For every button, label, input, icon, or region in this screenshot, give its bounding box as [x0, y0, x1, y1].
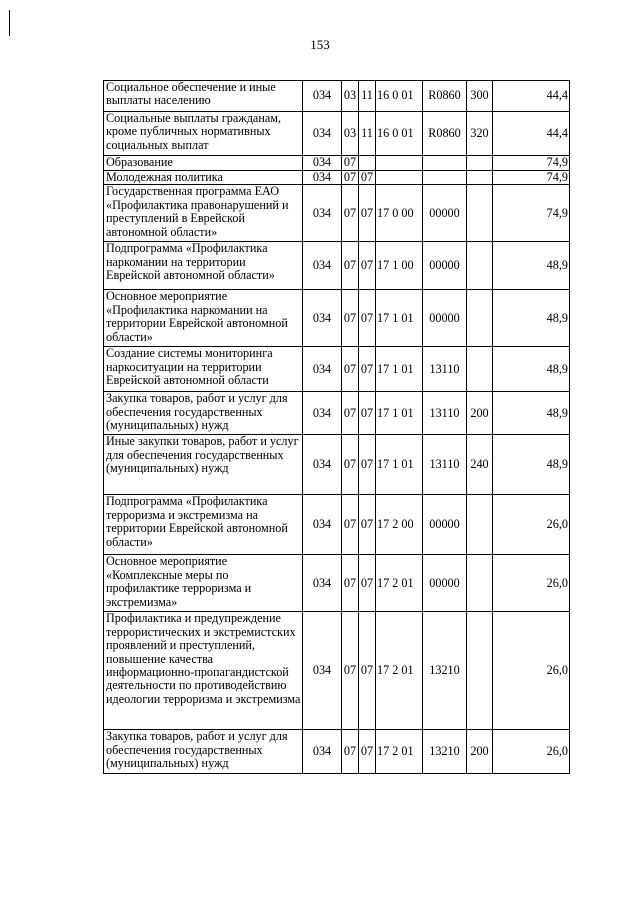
row-gr-code: 034	[303, 347, 342, 392]
row-amount: 26,0	[493, 730, 570, 774]
row-program-code: 17 2 00	[376, 495, 423, 555]
row-expense-type-code: 300	[467, 81, 493, 112]
row-name: Молодежная политика	[104, 171, 303, 185]
row-amount: 48,9	[493, 242, 570, 290]
row-program-code: 17 2 01	[376, 730, 423, 774]
row-expense-type-code	[467, 242, 493, 290]
row-section-code: 07	[342, 555, 359, 612]
row-section-code: 07	[342, 730, 359, 774]
row-subsection-code: 07	[359, 435, 376, 495]
row-program-code: 17 1 01	[376, 347, 423, 392]
row-name: Иные закупки товаров, работ и услуг для обеспечения государственных (муниципальных) нужд	[104, 435, 303, 495]
row-name: Социальные выплаты гражданам, кроме публичных нормативных социальных выплат	[104, 112, 303, 156]
row-direction-code: 00000	[423, 555, 467, 612]
row-name: Государственная программа ЕАО «Профилактика правонарушений и преступлений в Еврейской автономной области»	[104, 185, 303, 242]
row-section-code: 07	[342, 242, 359, 290]
row-name: Закупка товаров, работ и услуг для обеспечения государственных (муниципальных) нужд	[104, 730, 303, 774]
table-row	[104, 171, 570, 185]
row-expense-type-code	[467, 156, 493, 171]
row-program-code: 17 1 01	[376, 392, 423, 435]
row-name: Основное мероприятие «Комплексные меры по профилактике терроризма и экстремизма»	[104, 555, 303, 612]
table-row	[104, 555, 570, 612]
row-program-code: 16 0 01	[376, 112, 423, 156]
row-direction-code: 00000	[423, 185, 467, 242]
row-gr-code: 034	[303, 730, 342, 774]
table-row	[104, 156, 570, 171]
table-row	[104, 185, 570, 242]
row-subsection-code: 11	[359, 81, 376, 112]
row-amount: 26,0	[493, 495, 570, 555]
row-direction-code: 00000	[423, 290, 467, 347]
row-expense-type-code: 320	[467, 112, 493, 156]
table-row	[104, 435, 570, 495]
row-expense-type-code: 200	[467, 392, 493, 435]
row-amount: 26,0	[493, 555, 570, 612]
row-section-code: 07	[342, 347, 359, 392]
row-subsection-code	[359, 156, 376, 171]
row-subsection-code: 07	[359, 555, 376, 612]
row-gr-code: 034	[303, 156, 342, 171]
row-amount: 44,4	[493, 81, 570, 112]
row-expense-type-code: 240	[467, 435, 493, 495]
row-program-code	[376, 156, 423, 171]
row-program-code: 17 2 01	[376, 555, 423, 612]
row-expense-type-code	[467, 612, 493, 730]
row-section-code: 07	[342, 156, 359, 171]
row-name: Подпрограмма «Профилактика наркомании на территории Еврейской автономной области»	[104, 242, 303, 290]
row-expense-type-code	[467, 171, 493, 185]
row-section-code: 07	[342, 290, 359, 347]
row-amount: 48,9	[493, 435, 570, 495]
row-section-code: 07	[342, 435, 359, 495]
row-expense-type-code	[467, 185, 493, 242]
row-direction-code	[423, 156, 467, 171]
row-gr-code: 034	[303, 612, 342, 730]
row-gr-code: 034	[303, 185, 342, 242]
table-row	[104, 112, 570, 156]
row-direction-code: 13110	[423, 347, 467, 392]
row-gr-code: 034	[303, 555, 342, 612]
row-program-code: 17 1 00	[376, 242, 423, 290]
budget-table	[103, 80, 570, 774]
table-row	[104, 81, 570, 112]
row-expense-type-code: 200	[467, 730, 493, 774]
row-gr-code: 034	[303, 435, 342, 495]
page-number: 153	[310, 37, 330, 52]
row-subsection-code: 07	[359, 495, 376, 555]
row-section-code: 07	[342, 392, 359, 435]
row-program-code: 16 0 01	[376, 81, 423, 112]
row-gr-code: 034	[303, 112, 342, 156]
row-gr-code: 034	[303, 81, 342, 112]
row-name: Закупка товаров, работ и услуг для обеспечения государственных (муниципальных) нужд	[104, 392, 303, 435]
row-program-code: 17 0 00	[376, 185, 423, 242]
row-subsection-code: 07	[359, 612, 376, 730]
table-row	[104, 495, 570, 555]
row-section-code: 07	[342, 185, 359, 242]
row-subsection-code: 07	[359, 347, 376, 392]
row-amount: 26,0	[493, 612, 570, 730]
table-row	[104, 347, 570, 392]
row-subsection-code: 07	[359, 730, 376, 774]
table-row	[104, 612, 570, 730]
row-direction-code: 13210	[423, 730, 467, 774]
table-row	[104, 730, 570, 774]
row-name: Основное мероприятие «Профилактика наркомании на территории Еврейской автономной области»	[104, 290, 303, 347]
row-subsection-code: 11	[359, 112, 376, 156]
row-amount: 44,4	[493, 112, 570, 156]
row-program-code: 17 2 01	[376, 612, 423, 730]
row-subsection-code: 07	[359, 185, 376, 242]
row-gr-code: 034	[303, 290, 342, 347]
row-direction-code: R0860	[423, 112, 467, 156]
row-direction-code: 13110	[423, 435, 467, 495]
row-section-code: 03	[342, 81, 359, 112]
row-program-code	[376, 171, 423, 185]
row-name: Профилактика и предупреждение террористических и экстремистских проявлений и преступлений, повышение качества информационно-пропагандистской деятельности по противодействию идеологии терроризма и экстремизма	[104, 612, 303, 730]
row-gr-code: 034	[303, 242, 342, 290]
row-amount: 48,9	[493, 392, 570, 435]
row-name: Социальное обеспечение и иные выплаты населению	[104, 81, 303, 112]
row-amount: 48,9	[493, 290, 570, 347]
table-row	[104, 392, 570, 435]
row-section-code: 07	[342, 495, 359, 555]
row-subsection-code: 07	[359, 392, 376, 435]
row-amount: 48,9	[493, 347, 570, 392]
row-section-code: 07	[342, 171, 359, 185]
row-direction-code: 13110	[423, 392, 467, 435]
row-section-code: 07	[342, 612, 359, 730]
row-section-code: 03	[342, 112, 359, 156]
row-direction-code	[423, 171, 467, 185]
row-subsection-code: 07	[359, 290, 376, 347]
row-direction-code: 00000	[423, 242, 467, 290]
row-subsection-code: 07	[359, 242, 376, 290]
row-gr-code: 034	[303, 392, 342, 435]
row-name: Создание системы мониторинга наркоситуации на территории Еврейской автономной области	[104, 347, 303, 392]
row-gr-code: 034	[303, 495, 342, 555]
row-expense-type-code	[467, 290, 493, 347]
row-gr-code: 034	[303, 171, 342, 185]
row-amount: 74,9	[493, 185, 570, 242]
row-direction-code: 00000	[423, 495, 467, 555]
row-program-code: 17 1 01	[376, 435, 423, 495]
row-direction-code: R0860	[423, 81, 467, 112]
row-subsection-code: 07	[359, 171, 376, 185]
row-program-code: 17 1 01	[376, 290, 423, 347]
row-name: Подпрограмма «Профилактика терроризма и экстремизма на территории Еврейской автономной области»	[104, 495, 303, 555]
row-expense-type-code	[467, 495, 493, 555]
scan-edge-mark	[9, 10, 10, 36]
row-amount: 74,9	[493, 156, 570, 171]
table-row	[104, 242, 570, 290]
table-row	[104, 290, 570, 347]
row-name: Образование	[104, 156, 303, 171]
row-expense-type-code	[467, 555, 493, 612]
row-expense-type-code	[467, 347, 493, 392]
row-amount: 74,9	[493, 171, 570, 185]
row-direction-code: 13210	[423, 612, 467, 730]
